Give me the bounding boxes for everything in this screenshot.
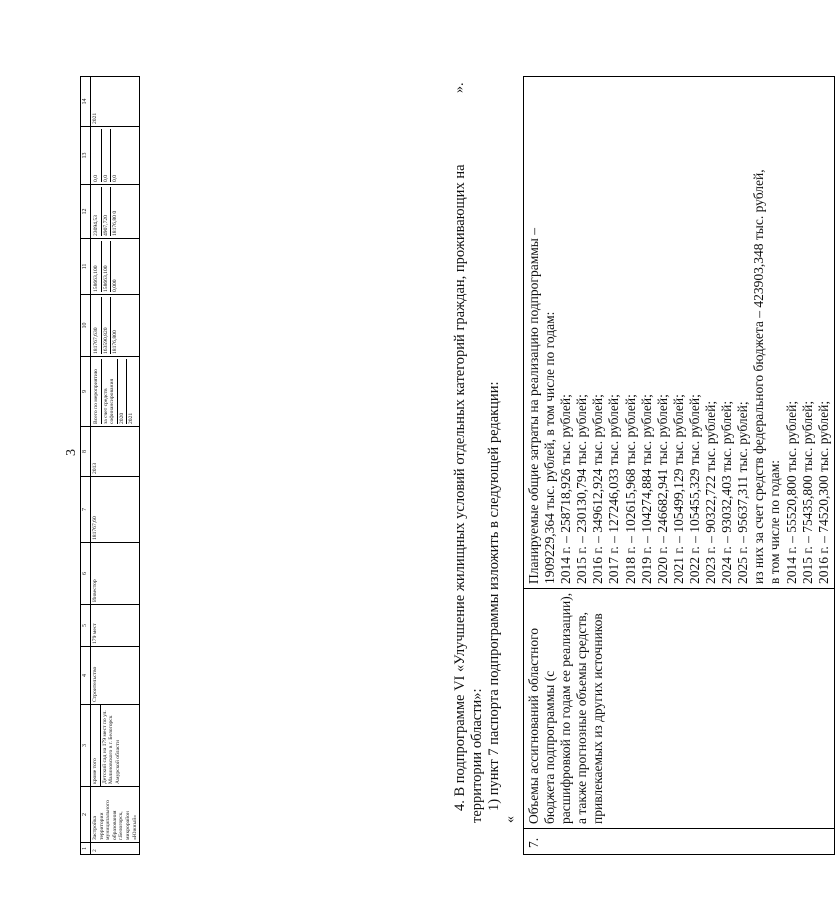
project-table xyxy=(80,76,140,855)
cell-value: 0,0 xyxy=(101,129,111,182)
label-line: Объемы ассигнований областного xyxy=(526,627,541,824)
column-number: 9 xyxy=(81,357,91,427)
continued-fragment: кроме того xyxy=(92,758,98,784)
object-name xyxy=(91,705,140,787)
value-line: 2016 г. – 74520,300 тыс. рублей; xyxy=(815,400,831,584)
column-number: 7 xyxy=(81,477,91,543)
instruction-line: территории области»: xyxy=(469,688,485,823)
label-line: а также прогнозные объемы средств, xyxy=(574,611,590,824)
table-header-row xyxy=(81,77,91,855)
passport-value xyxy=(524,77,835,589)
page-number: 3 xyxy=(64,449,79,456)
cell-text: за счет средств софинансирования xyxy=(101,359,117,424)
cell-value: 4907,720 xyxy=(101,187,111,236)
value-line: Планируемые общие затраты на реализацию подпрограммы – xyxy=(526,228,541,584)
opening-quote: « xyxy=(503,816,518,823)
amendment-instruction xyxy=(452,83,486,823)
start-year: 2013 xyxy=(91,427,140,477)
amount-federal xyxy=(91,239,140,295)
value-line: 2014 г. – 55520,800 тыс. рублей; xyxy=(783,400,799,584)
value-line: 1909229,364 тыс. рублей, в том числе по годам: xyxy=(542,311,558,584)
value-line: из них за счет средств федерального бюджета – 423903,348 тыс. рублей, xyxy=(751,169,767,584)
cell-value: 0,000 xyxy=(111,241,120,292)
cell-value: 0,0 xyxy=(111,129,120,182)
row-number: 2 xyxy=(91,843,140,855)
table-row xyxy=(524,77,835,855)
column-number: 1 xyxy=(81,843,91,855)
amount-total xyxy=(91,295,140,357)
table-row xyxy=(91,77,140,855)
cell-value: 18176,80 0 xyxy=(111,187,120,236)
value-line: 2021 г. – 105499,129 тыс. рублей; xyxy=(670,394,686,584)
instruction-line: 1) пункт 7 паспорта подпрограммы изложить в следующей редакции: xyxy=(486,381,502,811)
value-line: 2015 г. – 75435,800 тыс. рублей; xyxy=(799,400,815,584)
cell-text: 2020 xyxy=(117,359,127,424)
value-line: 2025 г. – 95637,311 тыс. рублей; xyxy=(735,401,751,584)
column-number: 8 xyxy=(81,427,91,477)
column-number: 4 xyxy=(81,647,91,705)
cell-value: 181767,630 xyxy=(93,327,99,354)
cell-value: 0,0 xyxy=(93,175,99,182)
value-line: 2018 г. – 102615,968 тыс. рублей; xyxy=(622,394,638,584)
amendment-subinstruction xyxy=(486,83,503,823)
column-number: 14 xyxy=(81,77,91,127)
value-line: 2024 г. – 93032,403 тыс. рублей; xyxy=(719,400,735,584)
column-number: 11 xyxy=(81,239,91,295)
completion-year: 2021 xyxy=(91,77,140,127)
column-number: 5 xyxy=(81,605,91,647)
cell-text: 2021 xyxy=(127,359,136,424)
passport-table xyxy=(523,76,835,855)
value-line: 2020 г. – 246682,941 тыс. рублей; xyxy=(654,394,670,584)
object-description: Детский сад на 179 мест по ул. Малиновского в г. Белогорск Амурской области xyxy=(100,705,122,786)
column-number: 13 xyxy=(81,127,91,185)
label-line: расшифровкой по годам ее реализации), xyxy=(558,592,574,824)
funding-breakdown xyxy=(91,357,140,427)
amount-regional xyxy=(91,185,140,239)
column-number: 10 xyxy=(81,295,91,357)
activity-name: Застройка территории муниципального образования г.Белогорск, микрорайон «Южный» xyxy=(91,787,140,843)
label-line: привлекаемых из других источников xyxy=(590,613,606,824)
label-line: бюджета подпрограммы (с xyxy=(542,670,558,824)
work-type: Строительство xyxy=(91,647,140,705)
column-number: 6 xyxy=(81,543,91,605)
estimated-cost: 181767,60 xyxy=(91,477,140,543)
value-line: 2023 г. – 90322,722 тыс. рублей; xyxy=(703,400,719,584)
value-line: в том числе по годам: xyxy=(767,459,783,584)
cell-value: 158663,100 xyxy=(93,265,99,292)
cell-value: 18176,800 xyxy=(111,297,120,354)
column-number: 3 xyxy=(81,705,91,787)
item-number: 7. xyxy=(524,829,835,855)
cell-value: 158663,100 xyxy=(101,241,111,292)
value-line: 2015 г. – 230130,794 тыс. рублей; xyxy=(574,394,590,584)
capacity: 179 мест xyxy=(91,605,140,647)
value-line: 2019 г. – 104274,884 тыс. рублей; xyxy=(638,394,654,584)
cell-value: 23094,53 xyxy=(93,215,99,236)
customer: Инвестор xyxy=(91,543,140,605)
value-line: 2022 г. – 105455,329 тыс. рублей; xyxy=(686,394,702,584)
passport-label xyxy=(524,589,835,829)
column-number: 2 xyxy=(81,787,91,843)
cell-text: Всего по мероприятию xyxy=(93,369,99,424)
value-line: 2016 г. – 349612,924 тыс. рублей; xyxy=(590,394,606,584)
column-number: 12 xyxy=(81,185,91,239)
instruction-line: 4. В подпрограмме VI «Улучшение жилищных условий отдельных категорий граждан, проживающих на xyxy=(452,164,468,811)
amount-local xyxy=(91,127,140,185)
closing-quote: ». xyxy=(452,82,467,93)
value-line: 2017 г. – 127246,033 тыс. рублей; xyxy=(606,394,622,584)
value-line: 2014 г. – 258718,926 тыс. рублей; xyxy=(558,394,574,584)
cell-value: 163590,820 xyxy=(101,297,111,354)
